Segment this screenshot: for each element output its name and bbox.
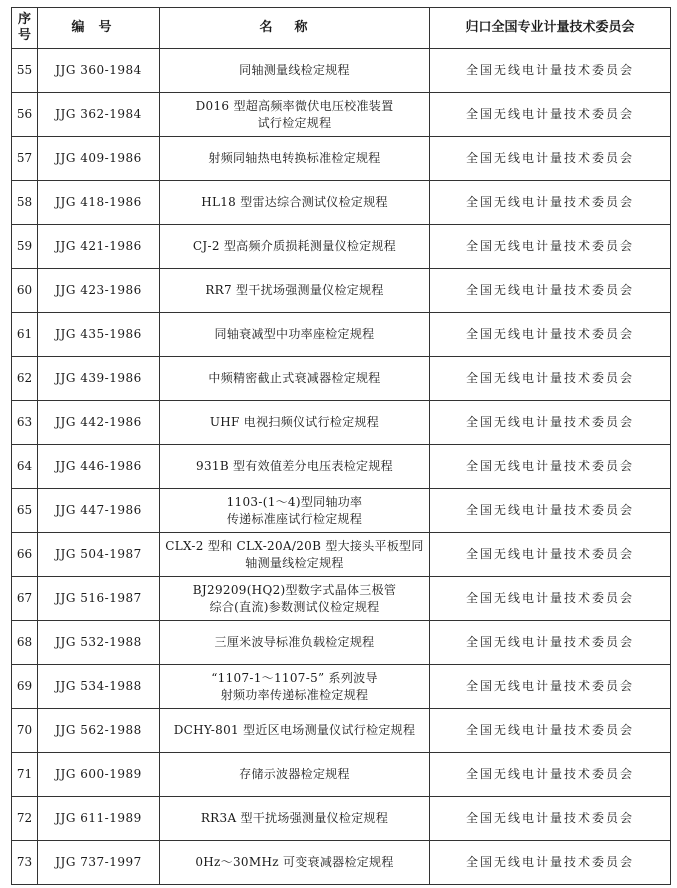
table-row [12,753,671,797]
header-index: 序号 [12,8,38,49]
row-name-line: 同轴测量线检定规程 [239,63,350,77]
table-row [12,137,671,181]
row-name [160,401,430,445]
table-row [12,621,671,665]
table-header [12,8,671,49]
row-index: 64 [12,445,38,489]
row-index: 73 [12,841,38,885]
table-row [12,577,671,621]
row-name-line: 轴测量线检定规程 [245,555,344,570]
row-name [160,489,430,533]
header-name: 名称 [160,8,430,49]
row-name-line: CLX-2 型和 CLX-20A/20B 型大接头平板型同 [165,538,424,553]
row-code: JJG 611-1989 [38,797,160,841]
row-committee: 全国无线电计量技术委员会 [430,401,671,445]
row-index: 59 [12,225,38,269]
row-name [160,621,430,665]
row-code: JJG 446-1986 [38,445,160,489]
row-index: 67 [12,577,38,621]
row-name-line: “1107-1～1107-5” 系列波导 [211,670,378,685]
row-name [160,357,430,401]
row-code: JJG 423-1986 [38,269,160,313]
row-index: 66 [12,533,38,577]
row-committee: 全国无线电计量技术委员会 [430,709,671,753]
row-name [160,797,430,841]
row-name-line: 931B 型有效值差分电压表检定规程 [196,459,393,473]
table-body [12,49,671,885]
row-committee: 全国无线电计量技术委员会 [430,269,671,313]
row-name [160,445,430,489]
row-name [160,533,430,577]
row-code: JJG 504-1987 [38,533,160,577]
row-committee: 全国无线电计量技术委员会 [430,665,671,709]
header-row [12,8,671,49]
row-code: JJG 439-1986 [38,357,160,401]
row-code: JJG 737-1997 [38,841,160,885]
table-row [12,93,671,137]
row-index: 57 [12,137,38,181]
row-committee: 全国无线电计量技术委员会 [430,357,671,401]
table-row [12,797,671,841]
row-committee: 全国无线电计量技术委员会 [430,181,671,225]
row-code: JJG 421-1986 [38,225,160,269]
row-name [160,665,430,709]
row-name [160,181,430,225]
row-name-line: HL18 型雷达综合测试仪检定规程 [201,195,388,209]
row-code: JJG 447-1986 [38,489,160,533]
standards-table [11,7,671,885]
row-name [160,225,430,269]
row-name [160,577,430,621]
header-code: 编号 [38,8,160,49]
table-row [12,665,671,709]
row-name-line: 三厘米波导标准负载检定规程 [214,635,375,649]
table-row [12,489,671,533]
row-committee: 全国无线电计量技术委员会 [430,49,671,93]
table-row [12,841,671,885]
row-committee: 全国无线电计量技术委员会 [430,841,671,885]
row-name-line: 射频同轴热电转换标准检定规程 [208,151,381,165]
table-row [12,709,671,753]
table-row [12,533,671,577]
row-name-line: 综合(直流)参数测试仪检定规程 [209,599,380,614]
row-index: 61 [12,313,38,357]
row-name-line: 中频精密截止式衰减器检定规程 [208,371,381,385]
row-code: JJG 442-1986 [38,401,160,445]
row-committee: 全国无线电计量技术委员会 [430,797,671,841]
row-name-line: 同轴衰减型中功率座检定规程 [214,327,375,341]
table-row [12,401,671,445]
row-committee: 全国无线电计量技术委员会 [430,621,671,665]
row-committee: 全国无线电计量技术委员会 [430,533,671,577]
row-name-line: 传递标准座试行检定规程 [226,511,363,526]
table-row [12,313,671,357]
row-committee: 全国无线电计量技术委员会 [430,313,671,357]
row-code: JJG 516-1987 [38,577,160,621]
row-index: 70 [12,709,38,753]
row-name [160,313,430,357]
table-row [12,49,671,93]
row-name-line: CJ-2 型高频介质损耗测量仪检定规程 [192,239,397,253]
row-code: JJG 362-1984 [38,93,160,137]
row-code: JJG 418-1986 [38,181,160,225]
header-committee: 归口全国专业计量技术委员会 [430,8,671,49]
row-name [160,753,430,797]
row-name-line: UHF 电视扫频仪试行检定规程 [209,415,380,429]
row-code: JJG 562-1988 [38,709,160,753]
row-index: 68 [12,621,38,665]
row-committee: 全国无线电计量技术委员会 [430,93,671,137]
row-index: 60 [12,269,38,313]
row-code: JJG 360-1984 [38,49,160,93]
row-committee: 全国无线电计量技术委员会 [430,445,671,489]
row-committee: 全国无线电计量技术委员会 [430,577,671,621]
row-name-line: 存储示波器检定规程 [239,767,350,781]
row-index: 69 [12,665,38,709]
table-row [12,357,671,401]
row-code: JJG 409-1986 [38,137,160,181]
row-committee: 全国无线电计量技术委员会 [430,753,671,797]
row-name [160,137,430,181]
row-code: JJG 600-1989 [38,753,160,797]
row-name-line: RR3A 型干扰场强测量仪检定规程 [200,811,389,825]
row-name-line: DCHY-801 型近区电场测量仪试行检定规程 [173,723,416,737]
row-index: 55 [12,49,38,93]
table-row [12,225,671,269]
row-index: 65 [12,489,38,533]
row-name [160,269,430,313]
row-name [160,49,430,93]
row-name [160,841,430,885]
row-code: JJG 532-1988 [38,621,160,665]
row-name [160,709,430,753]
row-name-line: D016 型超高频率微伏电压校准装置 [195,98,394,113]
row-index: 56 [12,93,38,137]
row-index: 72 [12,797,38,841]
row-code: JJG 534-1988 [38,665,160,709]
row-index: 71 [12,753,38,797]
table-row [12,445,671,489]
row-name-line: 1103-(1～4)型同轴功率 [226,494,363,509]
row-committee: 全国无线电计量技术委员会 [430,137,671,181]
row-name-line: BJ29209(HQ2)型数字式晶体三极管 [192,582,397,597]
row-name-line: 0Hz～30MHz 可变衰减器检定规程 [195,855,394,869]
row-name-line: 试行检定规程 [257,115,332,130]
row-code: JJG 435-1986 [38,313,160,357]
row-committee: 全国无线电计量技术委员会 [430,225,671,269]
row-index: 63 [12,401,38,445]
row-index: 58 [12,181,38,225]
table-row [12,181,671,225]
row-committee: 全国无线电计量技术委员会 [430,489,671,533]
table-row [12,269,671,313]
row-name [160,93,430,137]
row-index: 62 [12,357,38,401]
row-name-line: RR7 型干扰场强测量仪检定规程 [205,283,384,297]
row-name-line: 射频功率传递标准检定规程 [220,687,369,702]
